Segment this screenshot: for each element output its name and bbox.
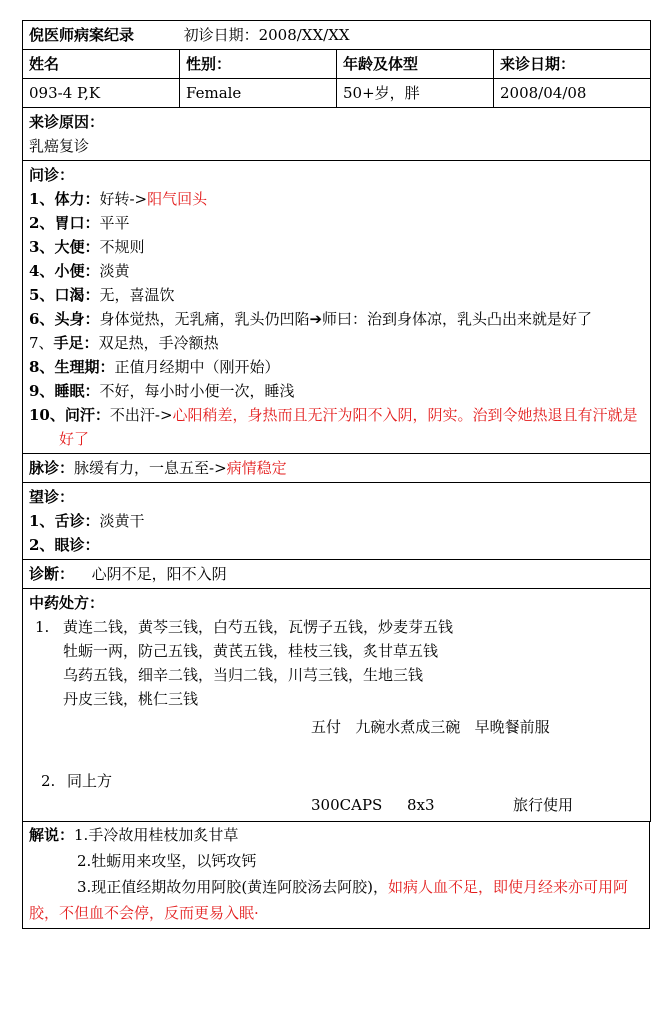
explanation-1: 1.手冷故用桂枝加炙甘草 <box>74 826 239 844</box>
explanation-2: 2.牡蛎用来攻坚，以钙攻钙 <box>77 852 257 870</box>
inquiry-label: 问诊： <box>29 166 75 184</box>
first-visit-date: 初诊日期：2008/XX/XX <box>183 26 350 44</box>
herb-line: 丹皮三钱，桃仁三钱 <box>63 690 199 708</box>
prescription-1 <box>29 615 644 711</box>
info-header-row <box>23 50 651 79</box>
inquiry-item: 1、体力：好转->阳气回头 <box>29 190 208 208</box>
pulse-conclusion: 病情稳定 <box>226 459 287 477</box>
herb-line: 黄连二钱，黄芩三钱，白芍五钱，瓦愣子五钱，炒麦芽五钱 <box>63 618 454 636</box>
explanation-3: 3.现正值经期故勿用阿胶(黄连阿胶汤去阿胶)，如病人血不足，即使月经来亦可用阿胶，不但血不会停，反而更易入眠· <box>29 878 629 922</box>
herb-line: 乌药五钱，细辛二钱，当归二钱，川芎三钱，生地三钱 <box>63 666 424 684</box>
prescription-number: 1. <box>35 618 50 636</box>
inquiry-item: 3、大便：不规则 <box>29 238 145 256</box>
explanation-section <box>22 822 650 929</box>
capsule-count: 300CAPS <box>311 796 383 814</box>
herb-line: 牡蛎一两，防己五钱，黄芪五钱，桂枝三钱，炙甘草五钱 <box>63 642 439 660</box>
inquiry-item: 5、口渴：无，喜温饮 <box>29 286 175 304</box>
patient-age: 50+岁，胖 <box>337 79 494 108</box>
info-value-row <box>23 79 651 108</box>
prescription-row <box>23 589 651 822</box>
age-header: 年龄及体型 <box>337 50 494 79</box>
visit-date-header: 来诊日期： <box>494 50 651 79</box>
prescription-2-text: 同上方 <box>67 772 113 790</box>
diagnosis-row <box>23 560 651 589</box>
prescription-2-dosage <box>29 793 644 817</box>
name-header: 姓名 <box>23 50 180 79</box>
inquiry-item: 7、手足：双足热，手冷额热 <box>29 334 219 352</box>
gender-header: 性别： <box>180 50 337 79</box>
inquiry-item: 10、问汗：不出汗->心阳稍差，身热而且无汗为阳不入阴，阴实。治到令她热退且有汗就是好了 <box>29 406 638 448</box>
prescription-label: 中药处方： <box>29 594 105 612</box>
explanation-label: 解说： <box>29 826 75 844</box>
patient-id: 093-4 P,K <box>23 79 180 108</box>
reason-row <box>23 108 651 161</box>
inquiry-row <box>23 161 651 454</box>
inquiry-item: 9、睡眠：不好，每小时小便一次，睡浅 <box>29 382 295 400</box>
inquiry-item: 8、生理期：正值月经期中（刚开始） <box>29 358 280 376</box>
inquiry-item: 4、小便：淡黄 <box>29 262 130 280</box>
title-row <box>23 21 651 50</box>
reason-text: 乳癌复诊 <box>29 137 90 155</box>
observation-row <box>23 483 651 560</box>
prescription-number: 2. <box>41 772 56 790</box>
inquiry-list <box>29 187 644 451</box>
record-title: 倪医师病案纪录 <box>29 26 135 44</box>
patient-gender: Female <box>180 79 337 108</box>
prescription-usage: 五付 九碗水煮成三碗 早晚餐前服 <box>311 718 550 736</box>
pulse-text: 脉缓有力，一息五至-> <box>74 459 227 477</box>
prescription-2 <box>29 769 644 793</box>
observation-item: 2、眼诊： <box>29 536 100 554</box>
medical-record-sheet <box>22 20 650 929</box>
inquiry-item: 2、胃口：平平 <box>29 214 130 232</box>
observation-item: 1、舌诊：淡黄干 <box>29 512 145 530</box>
inquiry-item: 6、头身：身体觉热，无乳痛，乳头仍凹陷➔师曰：治到身体凉，乳头凸出来就是好了 <box>29 310 593 328</box>
medical-record-table <box>22 20 651 822</box>
reason-label: 来诊原因： <box>29 113 105 131</box>
usage-note: 旅行使用 <box>513 796 574 814</box>
visit-date: 2008/04/08 <box>494 79 651 108</box>
pulse-row <box>23 454 651 483</box>
dose: 8x3 <box>407 796 435 814</box>
diagnosis-text: 心阴不足，阳不入阴 <box>91 565 227 583</box>
observation-label: 望诊： <box>29 488 75 506</box>
pulse-label: 脉诊： <box>29 459 75 477</box>
diagnosis-label: 诊断： <box>29 565 75 583</box>
